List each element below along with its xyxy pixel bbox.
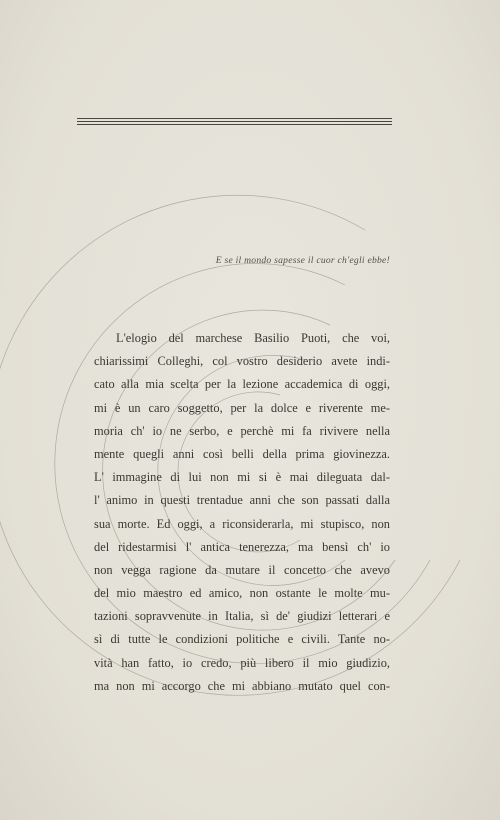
- text-line: sua morte. Ed oggi, a riconsiderarla, mi stupisco, non: [94, 516, 390, 531]
- header-rule-top: [77, 118, 392, 119]
- text-line: l' animo in questi trentadue anni che son passati dalla: [94, 493, 390, 508]
- text-line: non vegga ragione da mutare il concetto che avevo: [94, 562, 390, 577]
- text-line: ma non mi accorgo che mi abbiano mutato quel con-: [94, 678, 390, 693]
- epigraph-quote: E se il mondo sapesse il cuor ch'egli ebbe!: [215, 255, 390, 266]
- text-line: L' immagine di lui non mi si è mai dileguata dal-: [94, 470, 390, 485]
- body-paragraph: [94, 327, 390, 698]
- text-line: sì di tutte le condizioni politiche e civili. Tante no-: [94, 632, 390, 647]
- text-line: L'elogio del marchese Basilio Puoti, che voi,: [116, 331, 390, 345]
- text-line: moria ch' io ne serbo, e perchè mi fa rivivere nella: [94, 423, 390, 438]
- header-rule-middle: [77, 121, 392, 122]
- text-line: tazioni sopravvenute in Italia, sì de' giudizi letterari e: [94, 609, 390, 624]
- text-line: mente quegli anni così belli della prima giovinezza.: [94, 446, 390, 461]
- text-line: mi è un caro soggetto, per la dolce e riverente me-: [94, 400, 390, 415]
- header-rule-bottom: [77, 124, 392, 125]
- text-line: del mio maestro ed amico, non ostante le molte mu-: [94, 586, 390, 601]
- text-line: del ridestarmisi l' antica tenerezza, ma bensì ch' io: [94, 539, 390, 554]
- text-line: vità han fatto, io credo, più libero il mio giudizio,: [94, 655, 390, 670]
- text-line: chiarissimi Colleghi, col vostro desiderio avete indi-: [94, 354, 390, 369]
- text-line: cato alla mia scelta per la lezione accademica di oggi,: [94, 377, 390, 392]
